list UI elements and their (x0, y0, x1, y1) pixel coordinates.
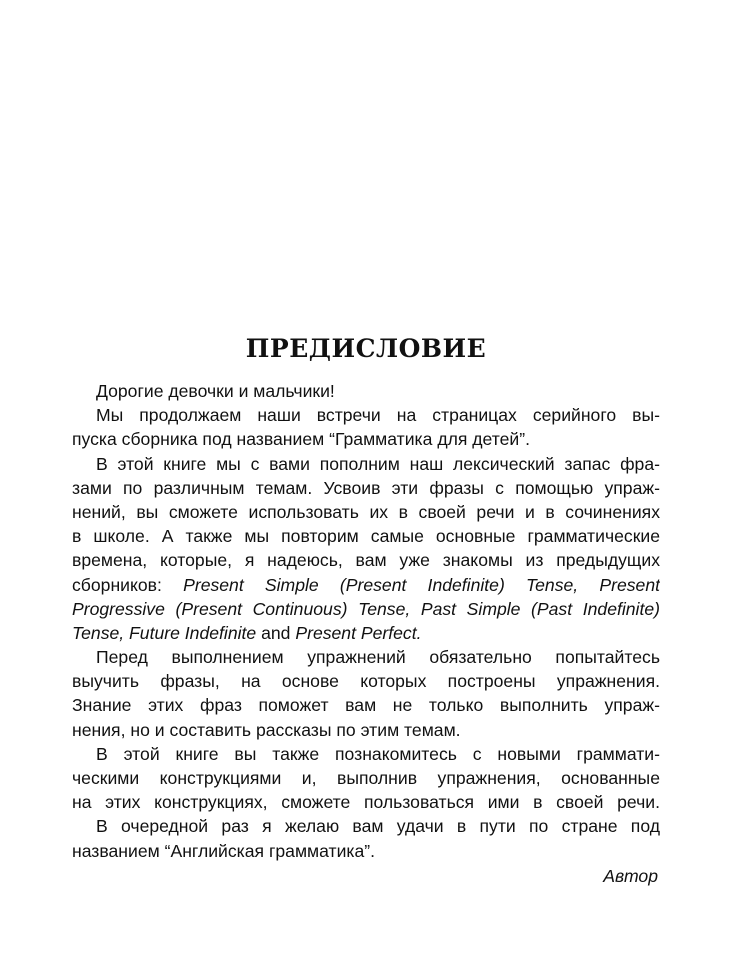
tense-names: Present Perfect. (295, 622, 422, 643)
text-line: Знание этих фраз поможет вам не только выполнить упраж- (72, 695, 660, 716)
text-line: В этой книге вы также познакомитесь с новыми граммати- (96, 743, 660, 764)
text-line (72, 621, 660, 645)
text-line: нения, но и составить рассказы по этим темам. (72, 719, 461, 740)
text-line: в школе. А также мы повторим самые основные грамматические (72, 526, 660, 547)
page (72, 0, 660, 970)
text-line: времена, которые, я надеюсь, вам уже знакомы из предыдущих (72, 550, 660, 571)
text-line: ческими конструкциями и, выполнив упражнения, основанные (72, 768, 660, 788)
tense-names: Tense, Future Indefinite (72, 622, 257, 643)
text-line: нений, вы сможете использовать их в своей речи и в сочинениях (72, 501, 660, 522)
text-fragment: сборников: (72, 574, 184, 595)
text-line: пуска сборника под названием “Грамматика для детей”. (72, 429, 530, 450)
text-line (72, 573, 660, 597)
text-line: В этой книге мы с вами пополним наш лексический запас фра- (96, 453, 660, 474)
text-line: зами по различным темам. Усвоив эти фразы с помощью упраж- (72, 477, 660, 498)
text-line: Мы продолжаем наши встречи на страницах серийного вы- (96, 405, 660, 426)
page-title: ПРЕДИСЛОВИЕ (245, 334, 487, 363)
text-line: Перед выполнением упражнений обязательно попытайтесь (96, 647, 660, 668)
tense-names: Progressive (Present Continuous) Tense, Past Simple (Past Indefinite) (72, 598, 660, 619)
text-line: выучить фразы, на основе которых построены упражнения. (72, 671, 660, 692)
preface-body (72, 379, 660, 863)
tense-names: Present Simple (Present Indefinite) Tense, Present (183, 574, 660, 595)
text-fragment: and (256, 622, 296, 643)
greeting-line: Дорогие девочки и мальчики! (96, 381, 335, 401)
text-line: на этих конструкциях, сможете пользоваться ими в своей речи. (72, 792, 660, 813)
text-line: названием “Английская грамматика”. (72, 840, 376, 861)
author-signature: Автор (603, 866, 658, 886)
text-line: В очередной раз я желаю вам удачи в пути по стране под (96, 816, 660, 837)
